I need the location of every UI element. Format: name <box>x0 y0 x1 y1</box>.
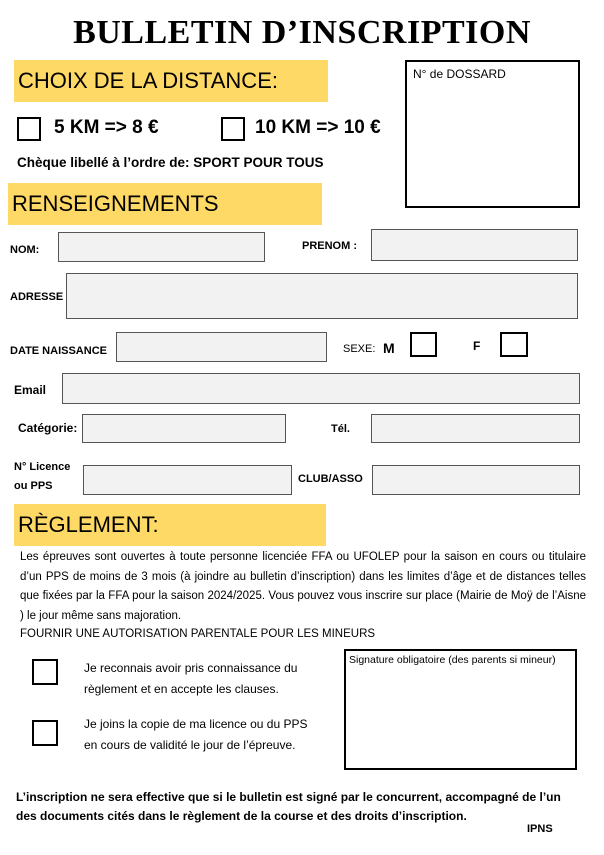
checkbox-reglement[interactable] <box>32 659 58 685</box>
footer-line1: L’inscription ne sera effective que si le bulletin est signé par le concurrent, accompagné de l’un <box>16 790 561 804</box>
ipns-label: IPNS <box>527 823 553 835</box>
renseignements-heading: RENSEIGNEMENTS <box>8 183 322 225</box>
check2-line1: Je joins la copie de ma licence ou du PPS <box>84 717 308 731</box>
licence-label-line2: ou PPS <box>14 480 53 492</box>
checkbox-5km[interactable] <box>17 117 41 141</box>
reglement-heading: RÈGLEMENT: <box>14 504 326 546</box>
prenom-field[interactable] <box>371 229 578 261</box>
checkbox-10km[interactable] <box>221 117 245 141</box>
distance-heading: CHOIX DE LA DISTANCE: <box>14 60 328 102</box>
check1-line1: Je reconnais avoir pris connaissance du <box>84 661 298 675</box>
adresse-field[interactable] <box>66 273 578 319</box>
sexe-label: SEXE: <box>343 343 376 355</box>
sexe-f-label: F <box>473 339 481 353</box>
footer-line2: des documents cités dans le règlement de la course et des droits d’inscription. <box>16 809 467 823</box>
signature-box[interactable] <box>344 649 577 770</box>
nom-field[interactable] <box>58 232 265 262</box>
page-title: BULLETIN D’INSCRIPTION <box>73 14 531 51</box>
nom-label: NOM: <box>10 244 40 256</box>
tel-label: Tél. <box>331 423 350 435</box>
checkbox-sexe-m[interactable] <box>410 332 437 357</box>
date-naissance-field[interactable] <box>116 332 327 362</box>
check2-line2: en cours de validité le jour de l’épreuve. <box>84 738 296 752</box>
email-field[interactable] <box>62 373 580 404</box>
option-5km-label: 5 KM => 8 € <box>54 117 159 138</box>
licence-label-line1: N° Licence <box>14 461 71 473</box>
date-naissance-label: DATE NAISSANCE <box>10 345 107 357</box>
checkbox-sexe-f[interactable] <box>500 332 528 357</box>
club-field[interactable] <box>372 465 580 495</box>
signature-label: Signature obligatoire (des parents si mineur) <box>349 654 556 666</box>
checkbox-licence-copy[interactable] <box>32 720 58 746</box>
check1-line2: règlement et en accepte les clauses. <box>84 682 279 696</box>
reglement-paragraph: Les épreuves sont ouvertes à toute personne licenciée FFA ou UFOLEP pour la saison en cours ou titulaire d’un PPS de moins de 3 mois (à joindre au bulletin d’inscription) dans les limites d’âge et de distances telles que fixées par la FFA pour la saison 2024/2025. Vous pouvez vous inscrire sur place (Mairie de Moÿ de l’Aisne ) le jour même sans majoration. <box>20 551 586 622</box>
licence-field[interactable] <box>83 465 292 495</box>
categorie-field[interactable] <box>82 414 286 443</box>
dossard-box[interactable] <box>405 60 580 208</box>
club-label: CLUB/ASSO <box>298 473 363 485</box>
dossard-label: N° de DOSSARD <box>413 67 506 81</box>
tel-field[interactable] <box>371 414 580 443</box>
cheque-text: Chèque libellé à l’ordre de: SPORT POUR TOUS <box>17 155 324 170</box>
parental-notice: FOURNIR UNE AUTORISATION PARENTALE POUR LES MINEURS <box>20 628 376 640</box>
categorie-label: Catégorie: <box>18 421 78 435</box>
sexe-m-label: M <box>383 340 395 356</box>
option-10km-label: 10 KM => 10 € <box>255 117 381 138</box>
prenom-label: PRENOM : <box>302 240 357 252</box>
email-label: Email <box>14 383 47 397</box>
adresse-label: ADRESSE <box>10 291 64 303</box>
